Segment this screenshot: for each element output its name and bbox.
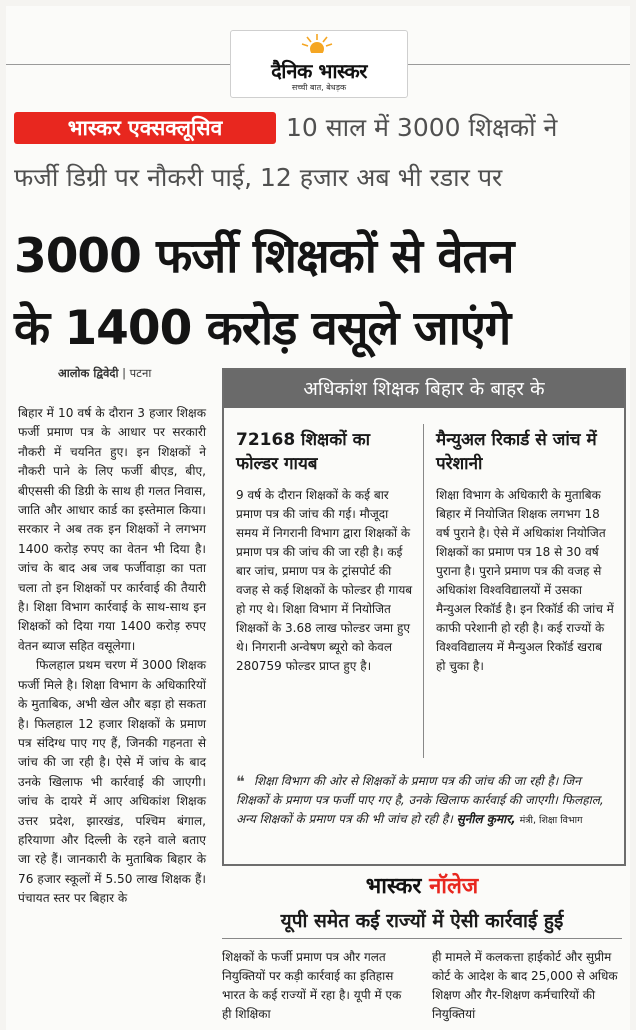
box-column-1 — [236, 428, 414, 676]
masthead-tagline: सच्ची बात, बेधड़क — [291, 83, 347, 92]
main-story — [18, 404, 206, 909]
masthead — [230, 30, 408, 98]
knowledge-brand: भास्कर — [365, 874, 422, 899]
quote-text: शिक्षा विभाग की ओर से शिक्षकों के प्रमाण पत्र की जांच की जा रही है। जिन शिक्षकों के प्रमाण पत्र फर्जी पाए गए है, उनके खिलाफ कार्रवाई की जाएगी। फिलहाल, अन्य शिक्षकों के प्रमाण पत्र की भी जांच हो रही है। — [236, 774, 604, 826]
byline-place: पटना — [129, 366, 152, 380]
byline-separator: | — [122, 366, 126, 380]
knowledge-title — [222, 870, 622, 904]
headline-line1: 3000 फर्जी शिक्षकों से वेतन — [14, 229, 514, 284]
box-col1-heading: 72168 शिक्षकों का फोल्डर गायब — [236, 430, 371, 474]
box-col1-body: 9 वर्ष के दौरान शिक्षकों के कई बार प्रमाण पत्र की जांच की गई। मौजूदा समय में निगरानी विभाग द्वारा शिक्षकों के प्रमाण पत्र की जांच की जा रही है। कई बार जांच, प्रमाण पत्र के ट्रांसपोर्ट की वजह से कई शिक्षकों के फोल्डर ही गायब हो गए थे। शिक्षा विभाग में नियोजित शिक्षकों के 3.68 लाख फोल्डर जमा हुए थे। निगरानी अन्वेषण ब्यूरो को केवल 280759 फोल्डर प्राप्त हुए है। — [236, 488, 413, 673]
knowledge-col1: शिक्षकों के फर्जी प्रमाण पत्र और गलत नियुक्तियों पर कड़ी कार्रवाई का इतिहास भारत के कई राज्यों में रहा है। यूपी में एक ही शिक्षिका — [222, 950, 402, 1021]
sidebar-box — [222, 368, 626, 866]
main-story-para2: फिलहाल प्रथम चरण में 3000 शिक्षक फर्जी मिले है। शिक्षा विभाग के अधिकारियों के मुताबिक, अभी खेल और बड़ा हो सकता है। फिलहाल 12 हजार शिक्षकों के प्रमाण पत्र संदिग्ध पाए गए हैं, जिनकी गहनता से जांच की जा रही है। ऐसे में जांच के बाद उनके खिलाफ भी कार्रवाई की जाएगी। जांच के दायरे में आए अधिकांश शिक्षक उत्तर प्रदेश, झारखंड, पश्चिम बंगाल, हरियाणा और दिल्ली के रहने वाले बताए जा रहे हैं। जानकारी के मुताबिक बिहार के 76 हजार स्कूलों में 5.50 लाख शिक्षक हैं। पंचायत स्तर पर बिहार के — [18, 658, 206, 906]
knowledge-heading: यूपी समेत कई राज्यों में ऐसी कार्रवाई हुई — [280, 910, 564, 932]
minister-quote — [236, 772, 610, 830]
box-col2-body: शिक्षा विभाग के अधिकारी के मुताबिक बिहार में नियोजित शिक्षक लगभग 18 वर्ष पुराने है। ऐसे में अधिकांश नियोजित शिक्षकों का प्रमाण पत्र 18 से 30 वर्ष पुराना है। पुराने प्रमाण पत्र की वजह से अधिकांश विश्वविद्यालयों में उसका मैन्युअल रिकॉर्ड है। इन रिकॉर्ड की जांच में काफी परेशानी हो रही है। कई राज्यों के विश्वविद्यालय में मैन्युअल रिकॉर्ड खराब हो चुका है। — [436, 488, 614, 673]
column-divider — [423, 424, 424, 758]
sidebar-box-title: अधिकांश शिक्षक बिहार के बाहर के — [224, 370, 624, 408]
sun-logo-icon — [301, 33, 333, 53]
subheading-line1: 10 साल में 3000 शिक्षकों ने — [286, 113, 558, 142]
knowledge-rule — [222, 938, 622, 939]
knowledge-section — [222, 870, 622, 1021]
quote-author-role: मंत्री, शिक्षा विभाग — [519, 815, 583, 826]
knowledge-col2: ही मामले में कलकत्ता हाईकोर्ट और सुप्रीम कोर्ट के आदेश के बाद 25,000 से अधिक शिक्षण और गैर-शिक्षण कर्मचारियों की नियुक्तियां — [432, 950, 618, 1021]
byline-author: आलोक द्विवेदी — [58, 366, 119, 380]
box-column-2 — [436, 428, 614, 676]
masthead-logo: दैनिक भास्कर — [271, 59, 367, 83]
exclusive-label: भास्कर एक्सक्लूसिव — [14, 112, 276, 144]
main-story-para1: बिहार में 10 वर्ष के दौरान 3 हजार शिक्षक फर्जी प्रमाण पत्र के आधार पर सरकारी नौकरी में चयनित हुए। इन शिक्षकों ने नौकरी पाने के लिए फर्जी बीएड, बीए, बीएससी की डिग्री के साथ ही गलत निवास, जाति और आधार कार्ड का इस्तेमाल किया। सरकार ने अब तक इन शिक्षकों ने लगभग 1400 करोड़ रुपए का वेतन भी दिया है। जांच के बाद अब जब फर्जीवाड़ा का पता चला तो इन शिक्षकों पर कार्रवाई की तैयारी है। शिक्षा विभाग कार्रवाई के साथ-साथ इन शिक्षकों को दिया गया 1400 करोड़ रुपए वेतन ब्याज सहित वसूलेगा। — [18, 406, 206, 653]
box-col2-heading: मैन्युअल रिकार्ड से जांच में परेशानी — [436, 430, 597, 474]
subheading-line2: फर्जी डिग्री पर नौकरी पाई, 12 हजार अब भी रडार पर — [14, 163, 503, 192]
quote-icon: ❝ — [236, 772, 245, 791]
quote-author: सुनील कुमार, — [456, 812, 516, 826]
byline — [58, 366, 151, 381]
knowledge-label: नॉलेज — [429, 874, 479, 899]
headline-line2: के 1400 करोड़ वसूले जाएंगे — [14, 301, 511, 356]
